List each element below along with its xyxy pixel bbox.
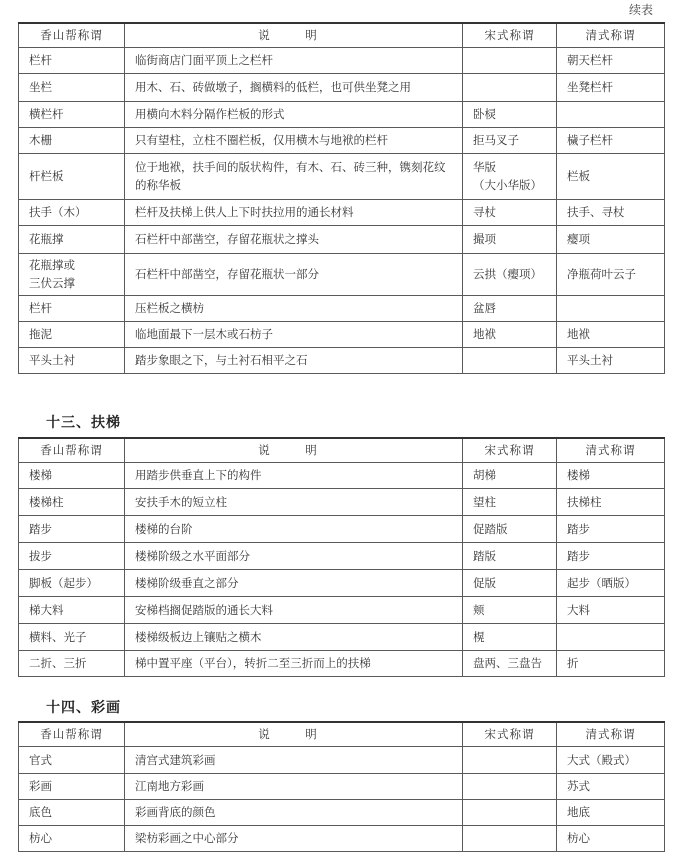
description-cell: 楼梯阶级垂直之部分 bbox=[125, 569, 463, 596]
description-cell: 安梯档搁促踏版的通长大料 bbox=[125, 596, 463, 623]
term-cell: 枋心 bbox=[19, 825, 125, 851]
description-cell: 安扶手木的短立柱 bbox=[125, 488, 463, 515]
table-header-row bbox=[19, 23, 665, 47]
description-cell: 石栏杆中部凿空，存留花瓶状一部分 bbox=[125, 253, 463, 295]
table-row bbox=[19, 321, 665, 347]
qing-term-cell: 楼梯 bbox=[557, 462, 665, 488]
term-cell: 木栅 bbox=[19, 127, 125, 153]
table-row bbox=[19, 295, 665, 321]
song-term-cell: 促踏版 bbox=[463, 515, 557, 542]
table-row bbox=[19, 650, 665, 676]
table-row bbox=[19, 101, 665, 127]
qing-term-cell: 折 bbox=[557, 650, 665, 676]
description-cell: 临街商店门面平顶上之栏杆 bbox=[125, 47, 463, 73]
description-cell: 清宫式建筑彩画 bbox=[125, 746, 463, 773]
term-cell: 踏步 bbox=[19, 515, 125, 542]
description-cell: 临地面最下一层木或石枋子 bbox=[125, 321, 463, 347]
qing-term-cell: 大式（殿式） bbox=[557, 746, 665, 773]
qing-term-cell: 平头土衬 bbox=[557, 347, 665, 373]
qing-term-cell: 檅子栏杆 bbox=[557, 127, 665, 153]
term-cell: 横料、光子 bbox=[19, 623, 125, 650]
term-cell: 楼梯 bbox=[19, 462, 125, 488]
header-description: 说 明 bbox=[125, 438, 463, 462]
header-description: 说 明 bbox=[125, 23, 463, 47]
description-cell: 梯中置平座（平台），转折二至三折而上的扶梯 bbox=[125, 650, 463, 676]
qing-term-cell: 扶手、寻杖 bbox=[557, 199, 665, 225]
description-cell: 踏步象眼之下，与土衬石相平之石 bbox=[125, 347, 463, 373]
song-term-cell: 撮项 bbox=[463, 225, 557, 253]
song-term-cell: 云拱（瘿项） bbox=[463, 253, 557, 295]
qing-term-cell: 踏步 bbox=[557, 515, 665, 542]
table-row bbox=[19, 253, 665, 295]
table-header-row bbox=[19, 438, 665, 462]
term-cell: 花瓶撑或 三伏云撑 bbox=[19, 253, 125, 295]
song-term-cell bbox=[463, 773, 557, 799]
description-cell: 梁枋彩画之中心部分 bbox=[125, 825, 463, 851]
term-cell: 栏杆 bbox=[19, 47, 125, 73]
term-cell: 花瓶撑 bbox=[19, 225, 125, 253]
description-cell: 彩画背底的颜色 bbox=[125, 799, 463, 825]
header-song: 宋式称谓 bbox=[463, 23, 557, 47]
qing-term-cell: 枋心 bbox=[557, 825, 665, 851]
description-cell: 楼梯级板边上镶贴之横木 bbox=[125, 623, 463, 650]
table-row bbox=[19, 47, 665, 73]
qing-term-cell: 踏步 bbox=[557, 542, 665, 569]
song-term-cell: 拒马叉子 bbox=[463, 127, 557, 153]
table-row bbox=[19, 569, 665, 596]
song-term-cell: 望柱 bbox=[463, 488, 557, 515]
song-term-cell: 颊 bbox=[463, 596, 557, 623]
qing-term-cell bbox=[557, 101, 665, 127]
table-row bbox=[19, 799, 665, 825]
description-cell: 楼梯阶级之水平面部分 bbox=[125, 542, 463, 569]
terminology-table-painting bbox=[18, 721, 665, 852]
term-cell: 二折、三折 bbox=[19, 650, 125, 676]
term-cell: 拔步 bbox=[19, 542, 125, 569]
song-term-cell bbox=[463, 347, 557, 373]
terminology-table-stairs bbox=[18, 437, 665, 677]
header-song: 宋式称谓 bbox=[463, 438, 557, 462]
table-row bbox=[19, 127, 665, 153]
header-xiangshan: 香山帮称谓 bbox=[19, 438, 125, 462]
table-row bbox=[19, 153, 665, 199]
song-term-cell: 地袱 bbox=[463, 321, 557, 347]
qing-term-cell: 大料 bbox=[557, 596, 665, 623]
table-row bbox=[19, 596, 665, 623]
qing-term-cell bbox=[557, 623, 665, 650]
song-term-cell: 华版 （大小华版） bbox=[463, 153, 557, 199]
table-row bbox=[19, 225, 665, 253]
continued-label: 续表 bbox=[628, 3, 653, 17]
description-cell: 用木、石、砖做墩子，搁横料的低栏，也可供坐凳之用 bbox=[125, 73, 463, 101]
term-cell: 拖泥 bbox=[19, 321, 125, 347]
qing-term-cell: 地底 bbox=[557, 799, 665, 825]
term-cell: 坐栏 bbox=[19, 73, 125, 101]
qing-term-cell: 瘿项 bbox=[557, 225, 665, 253]
song-term-cell: 盘两、三盘告 bbox=[463, 650, 557, 676]
term-cell: 梯大料 bbox=[19, 596, 125, 623]
table-row bbox=[19, 746, 665, 773]
description-cell: 用踏步供垂直上下的构件 bbox=[125, 462, 463, 488]
table-row bbox=[19, 542, 665, 569]
term-cell: 官式 bbox=[19, 746, 125, 773]
table-row bbox=[19, 825, 665, 851]
song-term-cell: 寻杖 bbox=[463, 199, 557, 225]
song-term-cell bbox=[463, 73, 557, 101]
terminology-table-railings bbox=[18, 22, 665, 374]
song-term-cell bbox=[463, 799, 557, 825]
description-cell: 楼梯的台阶 bbox=[125, 515, 463, 542]
song-term-cell bbox=[463, 746, 557, 773]
qing-term-cell: 地袱 bbox=[557, 321, 665, 347]
description-cell: 用横向木料分隔作栏板的形式 bbox=[125, 101, 463, 127]
header-song: 宋式称谓 bbox=[463, 722, 557, 746]
header-xiangshan: 香山帮称谓 bbox=[19, 722, 125, 746]
table-row bbox=[19, 73, 665, 101]
qing-term-cell: 栏板 bbox=[557, 153, 665, 199]
song-term-cell: 胡梯 bbox=[463, 462, 557, 488]
term-cell: 楼梯柱 bbox=[19, 488, 125, 515]
description-cell: 江南地方彩画 bbox=[125, 773, 463, 799]
qing-term-cell: 朝天栏杆 bbox=[557, 47, 665, 73]
table-row bbox=[19, 199, 665, 225]
description-cell: 栏杆及扶梯上供人上下时扶拉用的通长材料 bbox=[125, 199, 463, 225]
term-cell: 底色 bbox=[19, 799, 125, 825]
term-cell: 杆栏板 bbox=[19, 153, 125, 199]
table-row bbox=[19, 773, 665, 799]
song-term-cell: 促版 bbox=[463, 569, 557, 596]
song-term-cell: 踏版 bbox=[463, 542, 557, 569]
term-cell: 彩画 bbox=[19, 773, 125, 799]
table-row bbox=[19, 623, 665, 650]
description-cell: 只有望柱，立柱不圈栏板，仅用横木与地袱的栏杆 bbox=[125, 127, 463, 153]
table-row bbox=[19, 347, 665, 373]
header-xiangshan: 香山帮称谓 bbox=[19, 23, 125, 47]
term-cell: 横栏杆 bbox=[19, 101, 125, 127]
qing-term-cell: 苏式 bbox=[557, 773, 665, 799]
qing-term-cell: 坐凳栏杆 bbox=[557, 73, 665, 101]
header-qing: 清式称谓 bbox=[557, 438, 665, 462]
section-title-stairs: 十三、扶梯 bbox=[46, 415, 121, 431]
song-term-cell: 盆唇 bbox=[463, 295, 557, 321]
description-cell: 压栏板之横枋 bbox=[125, 295, 463, 321]
table-header-row bbox=[19, 722, 665, 746]
song-term-cell: 榥 bbox=[463, 623, 557, 650]
qing-term-cell: 扶梯柱 bbox=[557, 488, 665, 515]
song-term-cell bbox=[463, 47, 557, 73]
term-cell: 扶手（木） bbox=[19, 199, 125, 225]
section-title-painting: 十四、彩画 bbox=[46, 700, 121, 716]
header-description: 说 明 bbox=[125, 722, 463, 746]
description-cell: 位于地袱，扶手间的版状构件，有木、石、砖三种，镌刻花纹的称华板 bbox=[125, 153, 463, 199]
qing-term-cell: 净瓶荷叶云子 bbox=[557, 253, 665, 295]
table-row bbox=[19, 462, 665, 488]
song-term-cell bbox=[463, 825, 557, 851]
term-cell: 平头土衬 bbox=[19, 347, 125, 373]
table-row bbox=[19, 515, 665, 542]
description-cell: 石栏杆中部凿空，存留花瓶状之撑头 bbox=[125, 225, 463, 253]
qing-term-cell: 起步（晒版） bbox=[557, 569, 665, 596]
header-qing: 清式称谓 bbox=[557, 23, 665, 47]
term-cell: 栏杆 bbox=[19, 295, 125, 321]
term-cell: 脚板（起步） bbox=[19, 569, 125, 596]
song-term-cell: 卧棂 bbox=[463, 101, 557, 127]
table-row bbox=[19, 488, 665, 515]
qing-term-cell bbox=[557, 295, 665, 321]
header-qing: 清式称谓 bbox=[557, 722, 665, 746]
